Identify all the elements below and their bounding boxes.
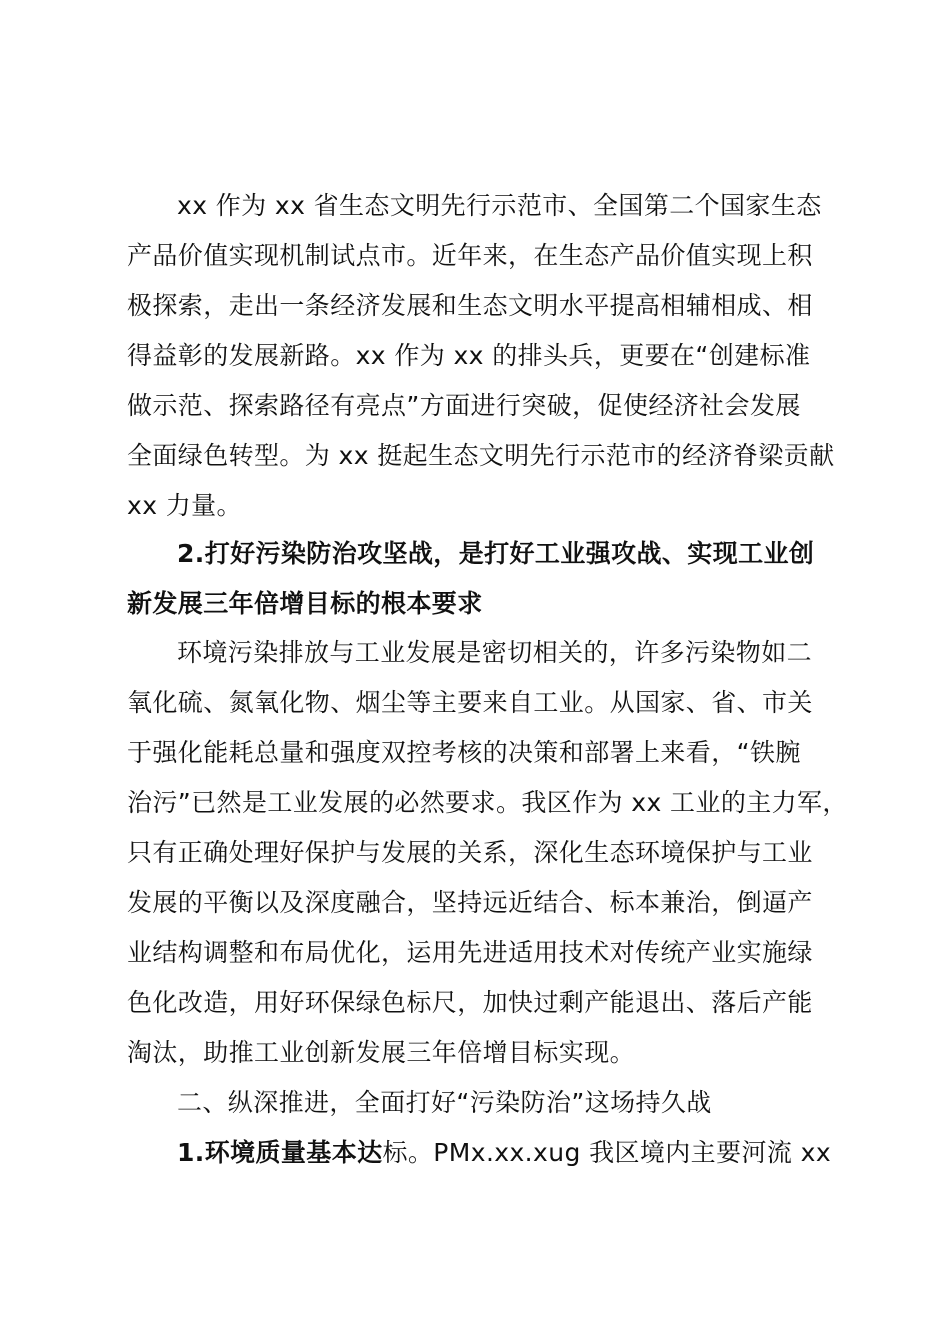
section-title: 二、纵深推进，全面打好“污染防治”这场持久战 (177, 1088, 712, 1117)
item-1 (127, 1128, 837, 1178)
text-line: 做示范、探索路径有亮点”方面进行突破，促使经济社会发展 (127, 391, 801, 420)
text-line: 极探索，走出一条经济发展和生态文明水平提高相辅相成、相 (127, 291, 813, 320)
paragraph-pollution (127, 628, 848, 1078)
item-normal-text: 标。PMx.xx.xug 我区境内主要河流 xx (382, 1138, 832, 1167)
subheading-line: 2.打好污染防治攻坚战，是打好工业强攻战、实现工业创 (177, 539, 815, 568)
section-heading-2 (127, 1078, 837, 1128)
text-line: 产品价值实现机制试点市。近年来，在生态产品价值实现上积 (127, 241, 813, 270)
text-line: 于强化能耗总量和强度双控考核的决策和部署上来看，“铁腕 (127, 738, 801, 767)
text-line: 色化改造，用好环保绿色标尺，加快过剩产能退出、落后产能 (127, 988, 813, 1017)
text-line: xx 作为 xx 省生态文明先行示范市、全国第二个国家生态 (177, 191, 822, 220)
item-line (127, 1128, 837, 1178)
text-line: 得益彰的发展新路。xx 作为 xx 的排头兵，更要在“创建标准 (127, 341, 811, 370)
text-line: 业结构调整和布局优化，运用先进适用技术对传统产业实施绿 (127, 938, 813, 967)
subheading-line: 新发展三年倍增目标的根本要求 (127, 589, 483, 618)
text-line: 淘汰，助推工业创新发展三年倍增目标实现。 (127, 1038, 636, 1067)
text-line: 环境污染排放与工业发展是密切相关的，许多污染物如二 (177, 638, 813, 667)
text-line: 氧化硫、氮氧化物、烟尘等主要来自工业。从国家、省、市关 (127, 688, 813, 717)
text-line: 全面绿色转型。为 xx 挺起生态文明先行示范市的经济脊梁贡献 (127, 441, 835, 470)
paragraph-intro (127, 181, 837, 531)
text-line: xx 力量。 (127, 491, 242, 520)
text-line: 发展的平衡以及深度融合，坚持远近结合、标本兼治，倒逼产 (127, 888, 813, 917)
subheading-2 (127, 529, 837, 629)
text-line: 治污”已然是工业发展的必然要求。我区作为 xx 工业的主力军， (127, 788, 848, 817)
item-bold-text: 1.环境质量基本达 (177, 1138, 383, 1167)
text-line: 只有正确处理好保护与发展的关系，深化生态环境保护与工业 (127, 838, 813, 867)
